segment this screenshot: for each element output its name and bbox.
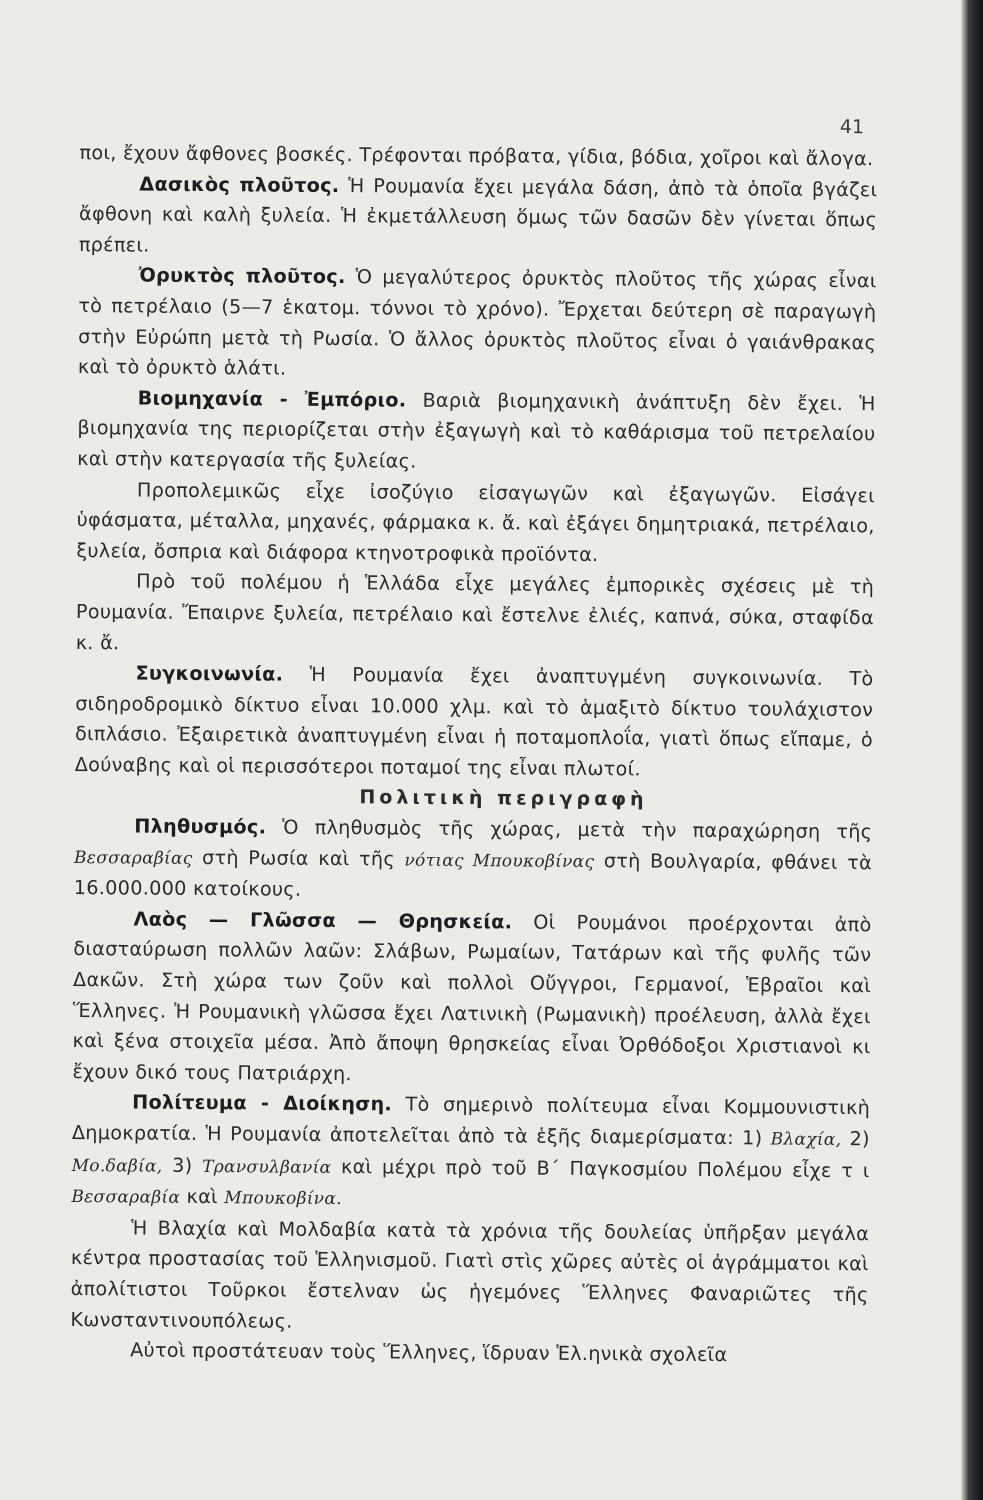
paragraph-forest [79,169,878,267]
italic-run: Τρανσυλβανία [202,1156,332,1178]
paragraph-body: Βαριὰ βιομηχανικὴ ἀνάπτυξη δὲν ἔχει. Ἡ βιομηχανία της περιορίζεται στὴν ἐξαγωγὴ καὶ τὸ καθάρισμα τοῦ πετρελαίου καὶ στὴν κατεργασία τῆς ξυλείας. [77,388,876,473]
paragraph-body: Ἡ Βλαχία καὶ Μολδαβία κατὰ τὰ χρόνια τῆς δουλείας ὑπῆρξαν μεγάλα κέντρα προστασίας τοῦ Ἑλληνισμοῦ. Γιατὶ στὶς χῶρες αὐτὲς οἱ ἀγράμματοι καὶ ἀπολίτιστοι Τοῦρκοι ἔστελναν ὡς ἡγεμόνες Ἕλληνες Φαναριῶτες τῆς Κωνσταντινουπόλεως. [70,1216,870,1333]
paragraph-trade-greece [76,566,875,664]
italic-run: Βεσσαραβίας [73,847,193,869]
section-title: Πολιτικὴ περιγραφὴ [359,786,648,811]
paragraph-government [71,1087,870,1219]
text-run: καὶ μέχρι πρὸ τοῦ Β΄ Παγκοσμίου Πολέμου εἶχε τ ι [331,1154,870,1182]
text-run: στὴ Ρωσία καὶ τῆς [192,845,405,871]
text-run: Τὸ σημερινὸ πολίτευμα εἶναι Κομμουνιστικὴ Δημοκρατία. Ἡ Ρουμανία ἀποτελεῖται ἀπὸ τὰ ἑξῆς διαμερίσματα: 1) [71,1092,871,1150]
paragraph-heading: Πληθυσμός. [134,814,267,839]
italic-run: Μο.δαβία, [71,1155,163,1177]
paragraph-people [72,904,871,1094]
text-run: καὶ [180,1185,225,1209]
italic-run: νότιας Μπουκοβίνας [404,850,595,872]
paragraph-body: Οἱ Ρουμάνοι προέρχονται ἀπὸ διασταύρωση πολλῶν λαῶν: Σλάβων, Ρωμαίων, Τατάρων καὶ τῆς φυλῆς τῶν Δακῶν. Στὴ χώρα των ζοῦν καὶ πολλοὶ Οὔγγροι, Γερμανοί, Ἑβραῖοι καὶ Ἕλληνες. Ἡ Ρουμανικὴ γλῶσσα ἔχει Λατινικὴ (Ρωμανικὴ) προέλευση, ἀλλὰ ἔχει καὶ ξένα στοιχεῖα μέσα. Ἀπὸ ἄποψη θρησκείας εἶναι Ὀρθόδοξοι Χριστιανοὶ κι ἔχουν δικό τους Πατριάρχη. [72,910,872,1085]
italic-run: Βλαχία, [770,1129,842,1151]
paragraph-heading: Συγκοινωνία. [135,661,284,686]
paragraph-body: Ἡ Ρουμανία ἔχει ἀναπτυγμένη συγκοινωνία. Τὸ σιδηροδρομικὸ δίκτυο εἶναι 10.000 χλμ. καὶ τὸ ἁμαξιτὸ δίκτυο τουλάχιστον διπλάσιο. Ἐξαιρετικὰ ἀναπτυγμένη εἶναι ἡ ποταμοπλοΐα, γιατὶ ὅπως εἴπαμε, ὁ Δούναβης καὶ οἱ περισσότεροι ποταμοί της εἶναι πλωτοί. [74,662,874,781]
page-number: 41 [839,115,865,139]
paragraph-body: Αὐτοὶ προστάτευαν τοὺς Ἕλληνες, ἵδρυαν Ἑλ.ηνικὰ σχολεῖα [130,1338,728,1367]
paragraph-body: Ὁ μεγαλύτερος ὀρυκτὸς πλοῦτος τῆς χώρας εἶναι τὸ πετρέλαιο (5—7 ἑκατομ. τόννοι τὸ χρόνο). Ἔρχεται δεύτερη σὲ παραγωγὴ στὴν Εὐρώπη μετὰ τὴ Ρωσία. Ὁ ἄλλος ὀρυκτὸς πλοῦτος εἶναι ὁ γαιάνθρακας καὶ τὸ ὀρυκτὸ ἁλάτι. [77,265,877,380]
paragraph-population [74,811,873,910]
paragraph-body: Πρὸ τοῦ πολέμου ἡ Ἑλλάδα εἶχε μεγάλες ἐμπορικὲς σχέσεις μὲ τὴ Ρουμανία. Ἔπαιρνε ξυλεία, πετρέλαιο καὶ ἔστελνε ἐλιές, καπνά, σύκα, σταφίδα κ. ἄ. [75,569,875,654]
text-run: 3) [162,1153,203,1177]
text-run: στὴ Βουλγαρία, φθάνει τὰ 16.000.000 κατοίκους. [73,848,873,902]
italic-run: Μπουκοβίνα. [224,1188,342,1210]
page-edge-shadow [961,0,983,1500]
paragraph-body: ποι, ἔχουν ἄφθονες βοσκές. Τρέφονται πρόβατα, γίδια, βόδια, χοῖροι καὶ ἄλογα. [79,140,874,171]
paragraph-heading: Δασικὸς πλοῦτος. [139,172,340,197]
text-run: 2) [841,1127,870,1151]
paragraph-heading: Λαὸς — Γλῶσσα — Θρησκεία. [133,907,513,934]
paragraph-transport [75,658,874,787]
paragraph-minerals [78,260,877,389]
paragraph-wallachia [70,1213,869,1342]
paragraph-industry [77,383,876,481]
paragraph-last [70,1335,868,1372]
paragraph-heading: Ὀρυκτὸς πλοῦτος. [138,263,346,289]
book-page [70,100,880,1367]
page-text [70,138,878,1372]
paragraph-heading: Βιομηχανία - Ἐμπόριο. [137,386,407,412]
italic-run: Βεσσαραβία [71,1187,181,1209]
text-run: Ὁ πληθυσμὸς τῆς χώρας, μετὰ τὴν παραχώρηση τῆς [266,815,873,844]
paragraph-body: Ἡ Ρουμανία ἔχει μεγάλα δάση, ἀπὸ τὰ ὁποῖα βγάζει ἄφθονη καὶ καλὴ ξυλεία. Ἡ ἐκμετάλλευση ὅμως τῶν δασῶν δὲν γίνεται ὅπως πρέπει. [78,173,878,257]
paragraph-trade-balance [76,475,875,573]
paragraph-heading: Πολίτευμα - Διοίκηση. [132,1090,393,1116]
paragraph-body: Προπολεμικῶς εἶχε ἰσοζύγιο εἰσαγωγῶν καὶ ἐξαγωγῶν. Εἰσάγει ὑφάσματα, μέταλλα, μηχανές, φάρμακα κ. ἄ. καὶ ἐξάγει δημητριακά, πετρέλαιο, ξυλεία, ὄσπρια καὶ διάφορα κτηνοτροφικὰ προϊόντα. [76,477,876,566]
